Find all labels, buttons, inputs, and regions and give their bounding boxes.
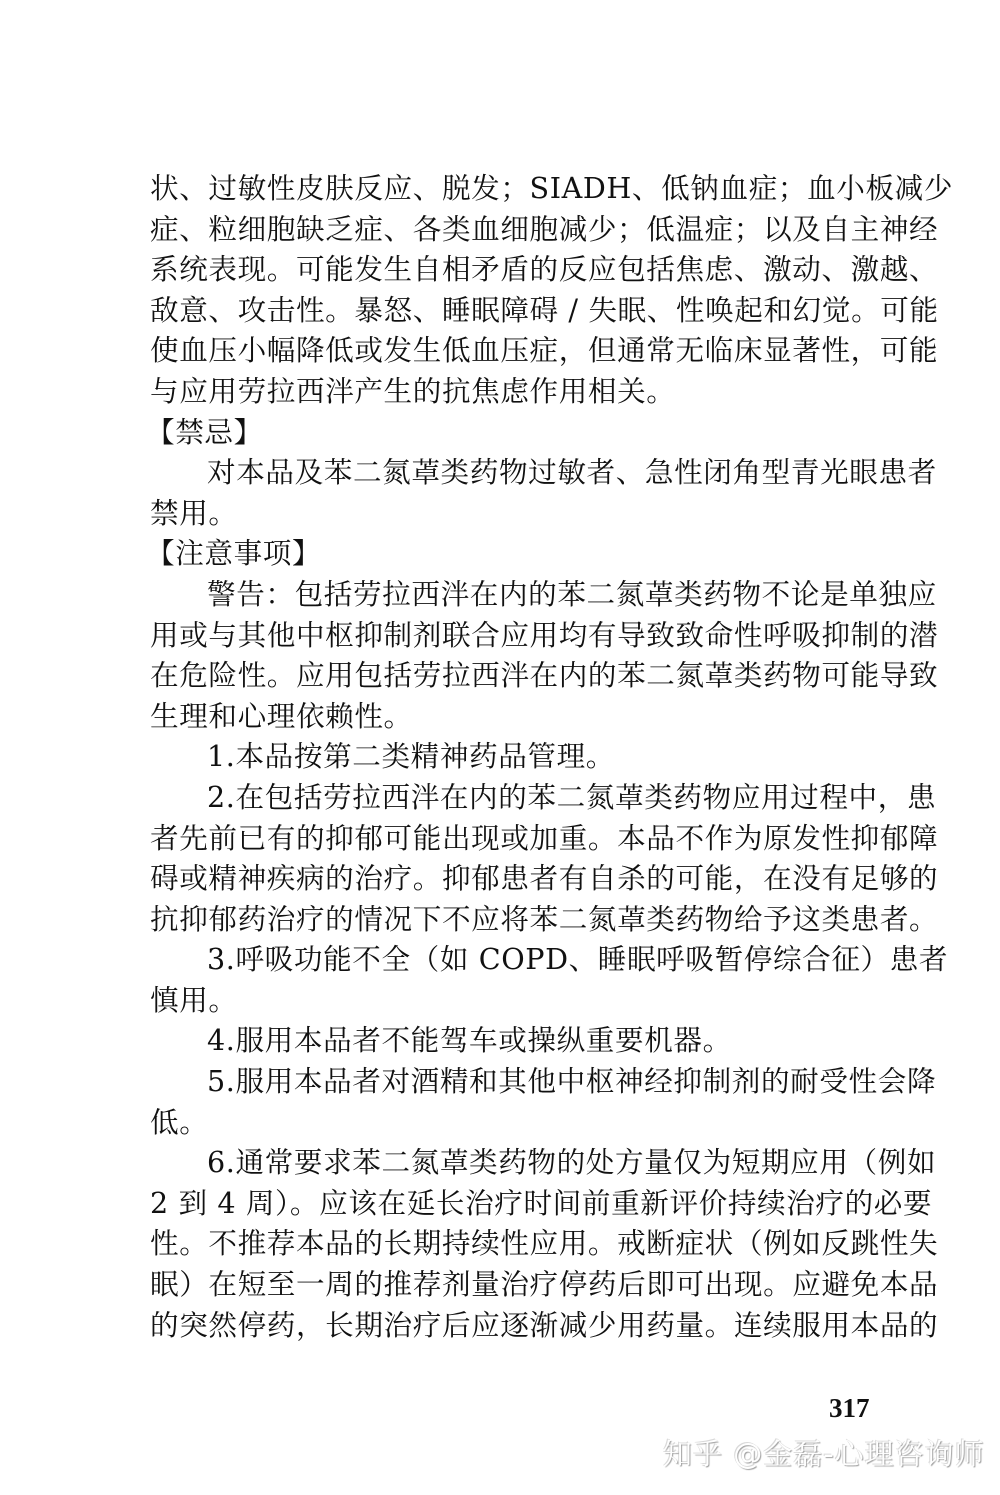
list-item-3: 3.呼吸功能不全（如 COPD、睡眠呼吸暂停综合征）患者 — [207, 942, 949, 977]
list-item-6: 6.通常要求苯二氮䓬类药物的处方量仅为短期应用（例如 — [207, 1145, 937, 1180]
text-line: 碍或精神疾病的治疗。抑郁患者有自杀的可能，在没有足够的 — [150, 861, 939, 896]
text-line: 低。 — [150, 1104, 209, 1139]
text-line: 状、过敏性皮肤反应、脱发；SIADH、低钠血症；血小板减少 — [150, 171, 954, 205]
text-line: 禁用。 — [150, 495, 238, 530]
list-item-2: 2.在包括劳拉西泮在内的苯二氮䓬类药物应用过程中，患 — [207, 779, 937, 814]
text-line: 抗抑郁药治疗的情况下不应将苯二氮䓬类药物给予这类患者。 — [150, 901, 939, 936]
text-line: 者先前已有的抑郁可能出现或加重。本品不作为原发性抑郁障 — [150, 820, 939, 855]
warning-paragraph-line: 警告：包括劳拉西泮在内的苯二氮䓬类药物不论是单独应 — [207, 576, 937, 611]
text-line: 生理和心理依赖性。 — [150, 698, 413, 733]
text-line: 性。不推荐本品的长期持续性应用。戒断症状（例如反跳性失 — [150, 1226, 939, 1261]
text-line: 系统表现。可能发生自相矛盾的反应包括焦虑、激动、激越、 — [150, 252, 939, 287]
body-text — [146, 168, 954, 1345]
text-line: 对本品及苯二氮䓬类药物过敏者、急性闭角型青光眼患者 — [207, 455, 937, 490]
text-line: 症、粒细胞缺乏症、各类血细胞减少；低温症；以及自主神经 — [150, 211, 939, 246]
text-line: 使血压小幅降低或发生低血压症，但通常无临床显著性，可能 — [150, 333, 939, 368]
page-number: 317 — [829, 1393, 870, 1423]
text-line: 慎用。 — [150, 982, 238, 1017]
watermark: 知乎 @金磊-心理咨询师 — [663, 1437, 985, 1471]
section-heading-precautions: 【注意事项】 — [146, 536, 322, 571]
text-line: 的突然停药，长期治疗后应逐渐减少用药量。连续服用本品的 — [150, 1307, 939, 1342]
list-item-1: 1.本品按第二类精神药品管理。 — [207, 739, 616, 774]
text-line: 在危险性。应用包括劳拉西泮在内的苯二氮䓬类药物可能导致 — [150, 658, 939, 693]
text-line: 与应用劳拉西泮产生的抗焦虑作用相关。 — [150, 373, 676, 408]
text-line: 眠）在短至一周的推荐剂量治疗停药后即可出现。应避免本品 — [150, 1267, 939, 1302]
section-heading-contraindications: 【禁忌】 — [146, 414, 263, 449]
text-line: 敌意、攻击性。暴怒、睡眠障碍 / 失眠、性唤起和幻觉。可能 — [150, 292, 939, 327]
text-line: 用或与其他中枢抑制剂联合应用均有导致致命性呼吸抑制的潜 — [150, 617, 939, 652]
text-line: 2 到 4 周）。应该在延长治疗时间前重新评价持续治疗的必要 — [150, 1185, 933, 1220]
list-item-4: 4.服用本品者不能驾车或操纵重要机器。 — [207, 1023, 732, 1058]
list-item-5: 5.服用本品者对酒精和其他中枢神经抑制剂的耐受性会降 — [207, 1064, 937, 1099]
